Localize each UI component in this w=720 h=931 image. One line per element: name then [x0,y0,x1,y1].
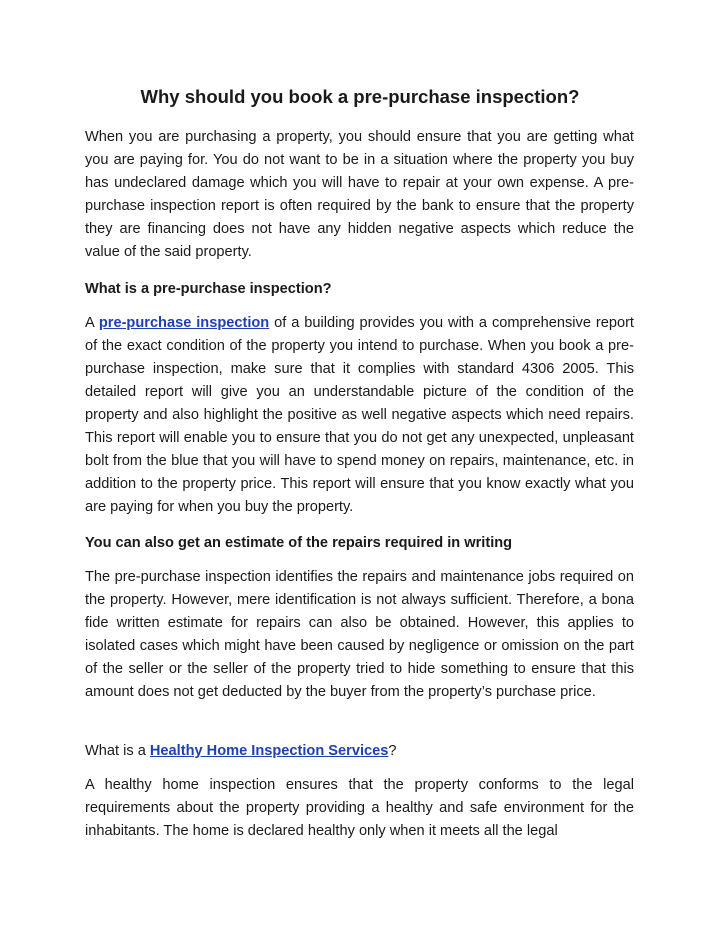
inspection-paragraph-text: of a building provides you with a comprehensive report of the exact condition of the property you intend to purchase. When you book a pre-purchase inspection, make sure that it complies with standard 4306 2005. This detailed report will give you an understandable picture of the condition of the property and also highlight the positive as well negative aspects which need repairs. This report will enable you to ensure that you do not get any unexpected, unpleasant bolt from the blue that you will have to spend money on repairs, maintenance, etc. in addition to the property price. This report will ensure that you know exactly what you are paying for when you buy the property. [85,315,634,515]
page-title: Why should you book a pre-purchase inspection? [140,86,580,107]
intro-paragraph: When you are purchasing a property, you should ensure that you are getting what you are paying for. You do not want to be in a situation where the property you buy has undeclared damage which you will have to repair at your own expense. A pre-purchase inspection report is often required by the bank to ensure that the property they are financing does not have any hidden negative aspects which reduce the value of the said property. [85,129,634,260]
pre-purchase-inspection-link[interactable]: pre-purchase inspection [98,315,270,331]
healthy-home-inspection-link[interactable]: Healthy Home Inspection Services [149,743,389,759]
healthy-home-paragraph: A healthy home inspection ensures that the property conforms to the legal requirements about the property providing a healthy and safe environment for the inhabitants. The home is declared healthy only when it meets all the legal [85,777,634,839]
heading-what-is-inspection: What is a pre-purchase inspection? [85,281,332,297]
inspection-paragraph-prefix: A [85,315,99,331]
heading-estimate: You can also get an estimate of the repairs required in writing [85,535,513,551]
healthy-home-question-prefix: What is a [85,743,150,759]
repairs-paragraph: The pre-purchase inspection identifies the repairs and maintenance jobs required on the property. However, mere identification is not always sufficient. Therefore, a bona fide written estimate for repairs can also be obtained. However, this applies to isolated cases which might have been caused by negligence or omission on the part of the seller or the seller of the property tried to hide something to ensure that this amount does not get deducted by the buyer from the property’s purchase price. [85,569,634,700]
inspection-paragraph [85,312,634,519]
healthy-home-question-suffix: ? [388,743,397,759]
healthy-home-question [85,740,634,763]
